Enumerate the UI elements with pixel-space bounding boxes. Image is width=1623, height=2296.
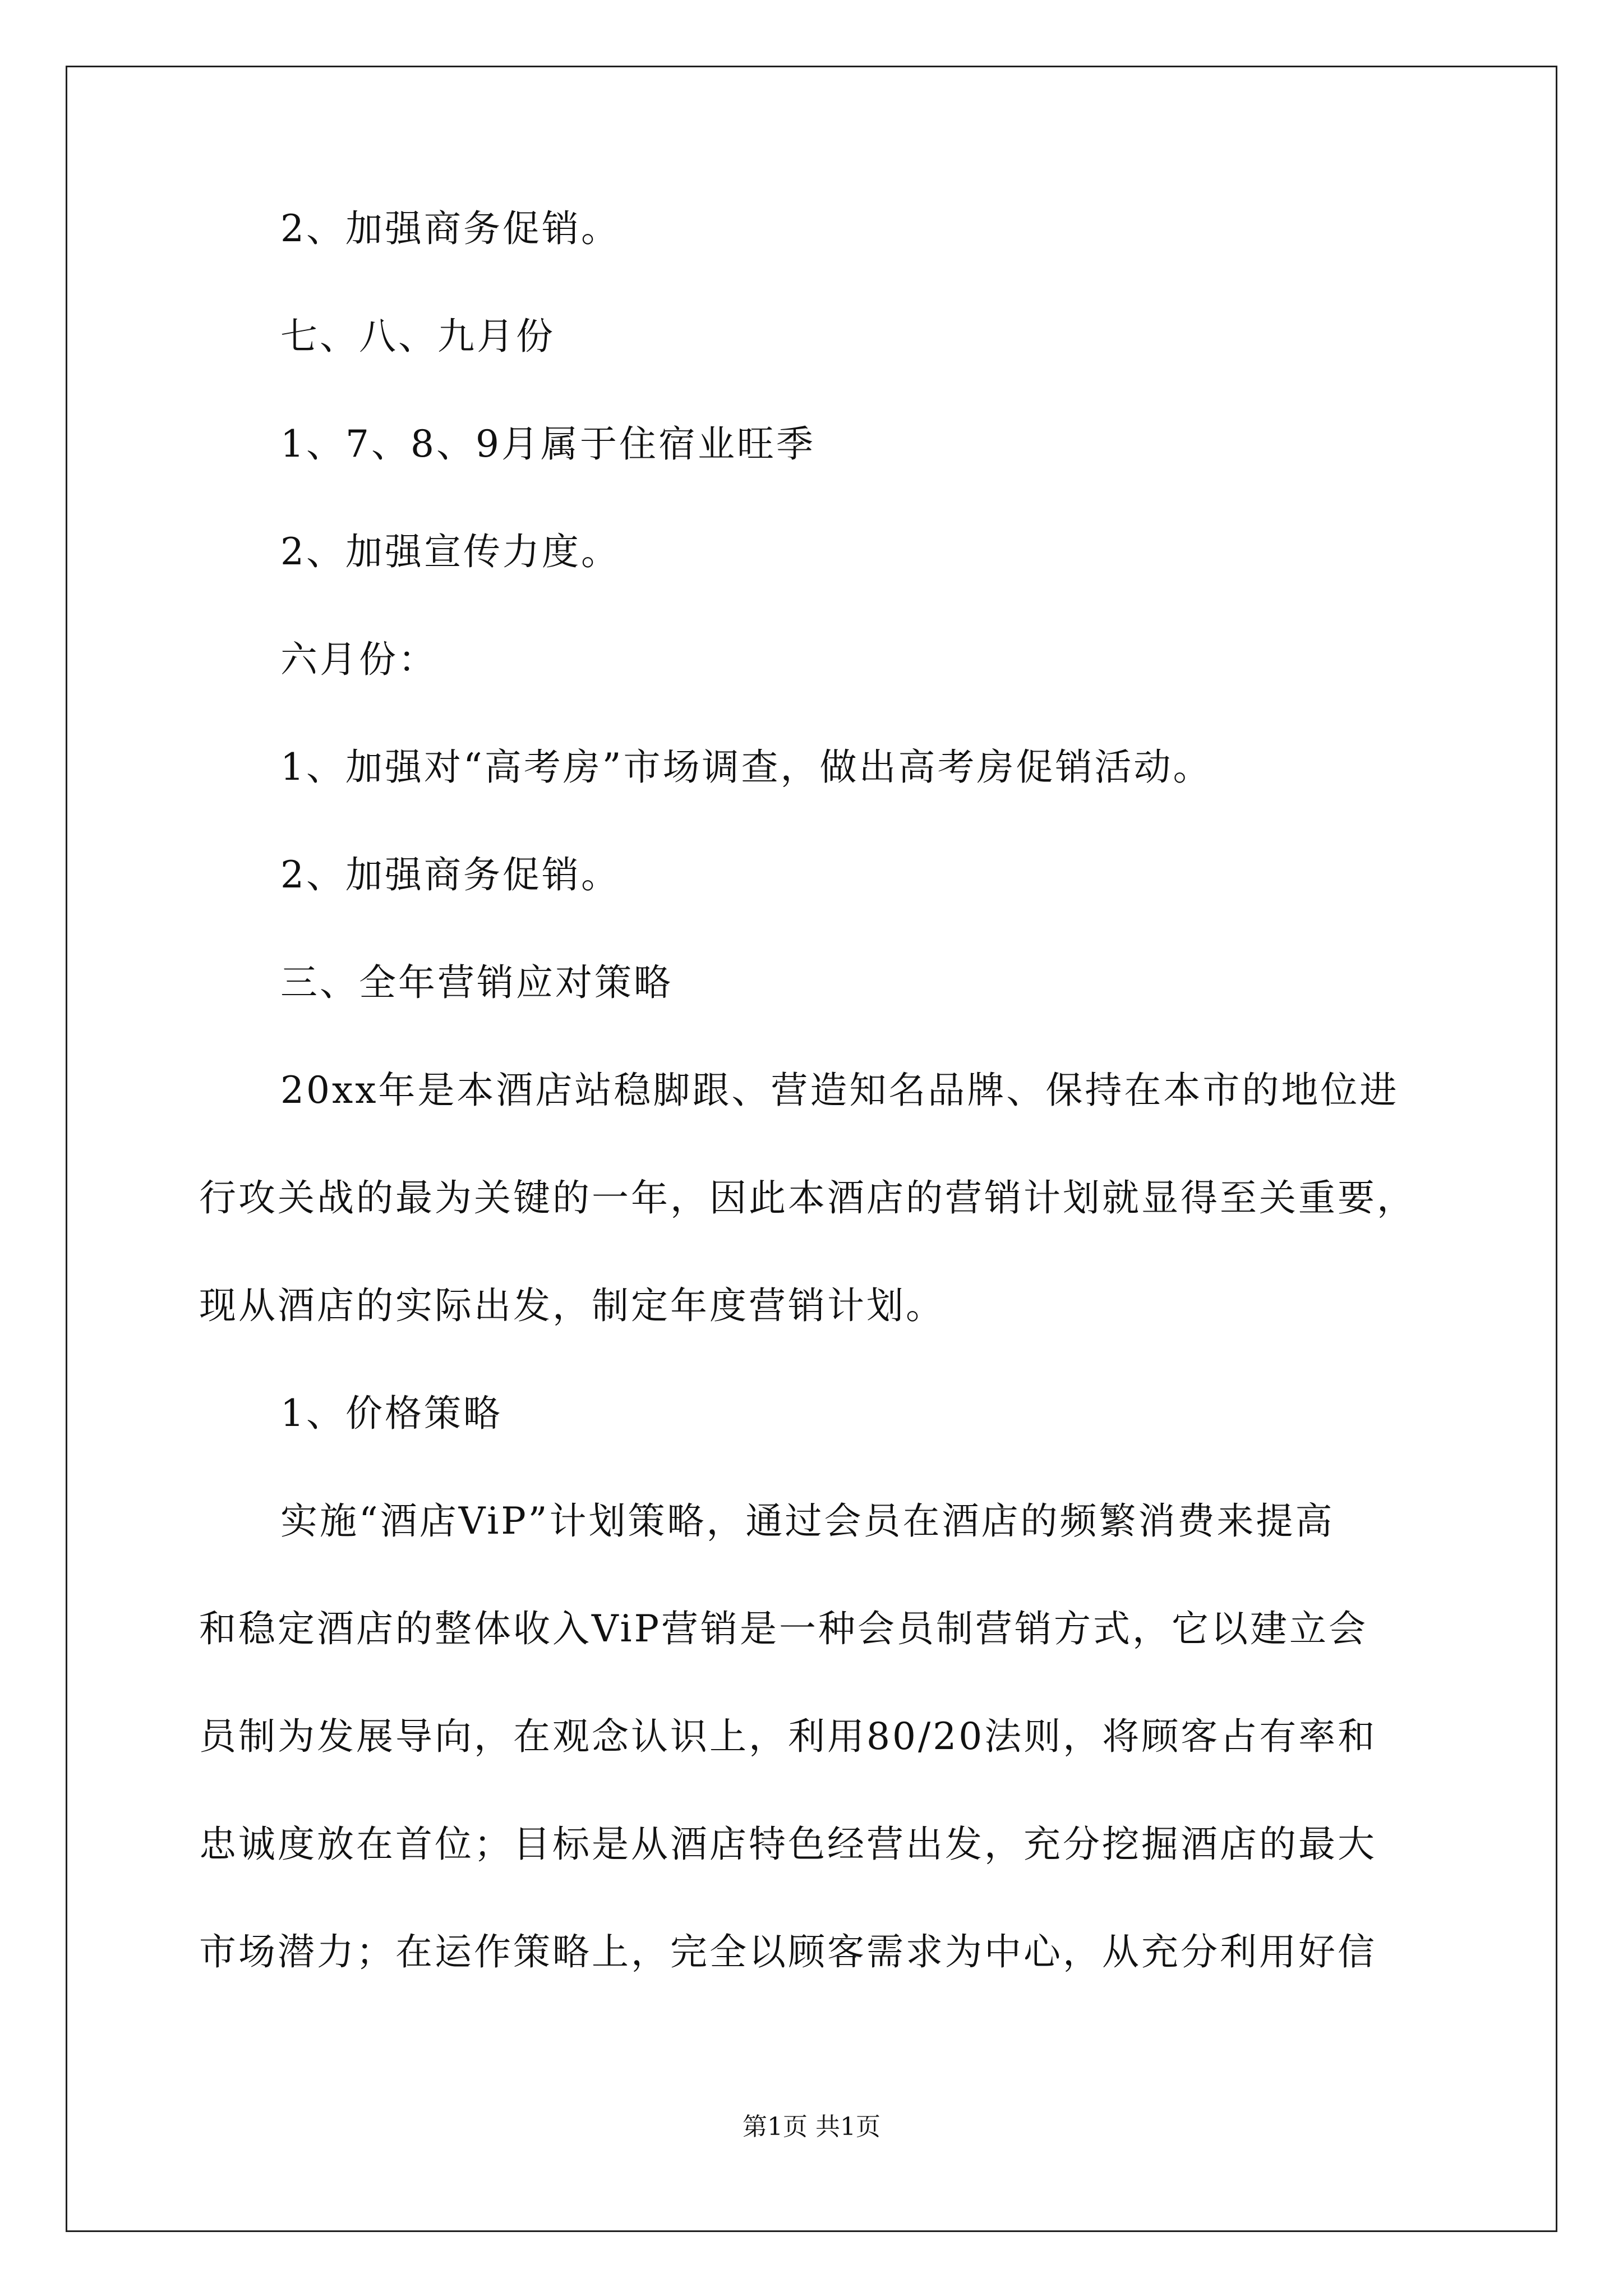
text-line: 1、加强对“高考房”市场调查，做出高考房促销活动。 — [280, 746, 1212, 789]
section-heading: 六月份： — [280, 638, 437, 681]
section-heading: 三、全年营销应对策略 — [280, 961, 673, 1004]
document-body — [199, 202, 1464, 2033]
paragraph-annual-strategy — [199, 1064, 1464, 1333]
text-line: 2、加强商务促销。 — [280, 853, 620, 896]
text-line: 1、7、8、9月属于住宿业旺季 — [280, 422, 815, 466]
paragraph-line: 和稳定酒店的整体收入ViP营销是一种会员制营销方式，它以建立会 — [199, 1607, 1368, 1650]
page-footer: 第1页 共1页 — [743, 2113, 880, 2141]
paragraph-line: 现从酒店的实际出发，制定年度营销计划。 — [199, 1284, 945, 1327]
text-line: 2、加强宣传力度。 — [280, 530, 620, 573]
paragraph-line: 市场潜力；在运作策略上，完全以顾客需求为中心，从充分利用好信 — [199, 1930, 1377, 1973]
paragraph-line: 员制为发展导向，在观念认识上，利用80/20法则，将顾客占有率和 — [199, 1715, 1377, 1758]
text-line: 2、加强商务促销。 — [280, 207, 620, 250]
paragraph-line: 实施“酒店ViP”计划策略，通过会员在酒店的频繁消费来提高 — [280, 1499, 1335, 1543]
paragraph-line: 行攻关战的最为关键的一年，因此本酒店的营销计划就显得至关重要， — [199, 1176, 1416, 1220]
paragraph-line: 20xx年是本酒店站稳脚跟、营造知名品牌、保持在本市的地位进 — [280, 1069, 1399, 1112]
section-heading: 七、八、九月份 — [280, 315, 555, 358]
paragraph-line: 忠诚度放在首位；目标是从酒店特色经营出发，充分挖掘酒店的最大 — [199, 1823, 1377, 1866]
paragraph-vip-plan — [199, 1494, 1464, 1979]
subheading-price-strategy: 1、价格策略 — [280, 1392, 502, 1435]
